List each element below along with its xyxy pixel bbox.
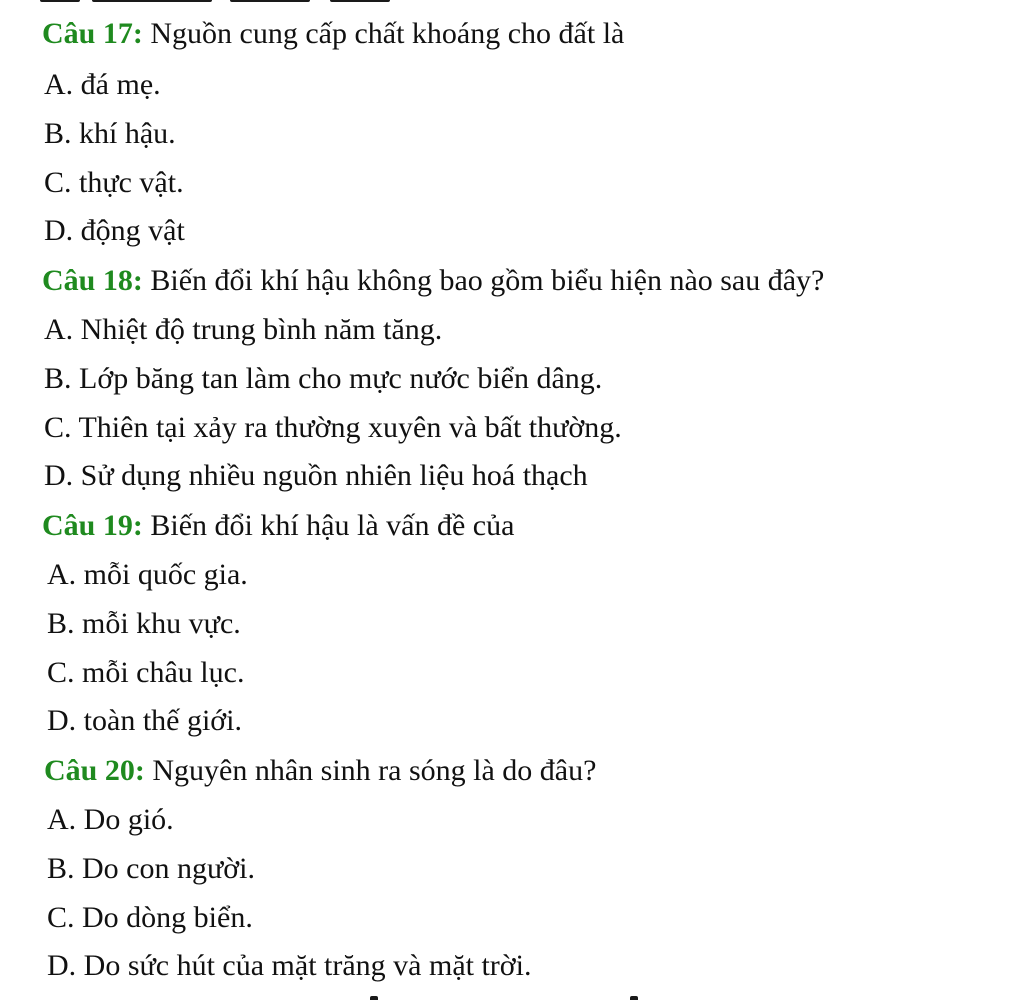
clipped-text-bottom [370,994,670,1000]
question-18-option-d: D. Sử dụng nhiều nguồn nhiên liệu hoá thạch [44,459,588,492]
question-20-heading [44,753,596,789]
question-18-option-a: A. Nhiệt độ trung bình năm tăng. [44,313,443,346]
question-label: Câu 18: [42,264,143,297]
question-label: Câu 17: [42,17,143,50]
question-17-option-b: B. khí hậu. [44,117,176,150]
question-17-option-c: C. thực vật. [44,166,184,199]
question-19-option-c: C. mỗi châu lục. [47,656,245,689]
question-text: Nguyên nhân sinh ra sóng là do đâu? [152,754,597,787]
question-18-option-b: B. Lớp băng tan làm cho mực nước biển dâng. [44,362,603,395]
question-17-option-a: A. đá mẹ. [44,68,161,101]
question-20-option-b: B. Do con người. [47,852,255,885]
question-19-heading [42,508,514,544]
question-17-option-d: D. động vật [44,214,185,247]
question-19-option-d: D. toàn thế giới. [47,704,242,737]
question-20-option-a: A. Do gió. [47,803,174,836]
question-18-option-c: C. Thiên tại xảy ra thường xuyên và bất thường. [44,411,622,444]
question-20-option-d: D. Do sức hút của mặt trăng và mặt trời. [47,949,532,982]
question-text: Biến đổi khí hậu là vấn đề của [150,509,515,542]
question-text: Nguồn cung cấp chất khoáng cho đất là [150,17,625,50]
question-label: Câu 19: [42,509,143,542]
question-text: Biến đổi khí hậu không bao gồm biểu hiện nào sau đây? [150,264,825,297]
question-20-option-c: C. Do dòng biển. [47,901,253,934]
question-label: Câu 20: [44,754,145,787]
question-18-heading [42,263,824,299]
question-19-option-a: A. mỗi quốc gia. [47,558,248,591]
question-17-heading [42,16,624,52]
question-19-option-b: B. mỗi khu vực. [47,607,241,640]
clipped-text-top [40,0,400,6]
